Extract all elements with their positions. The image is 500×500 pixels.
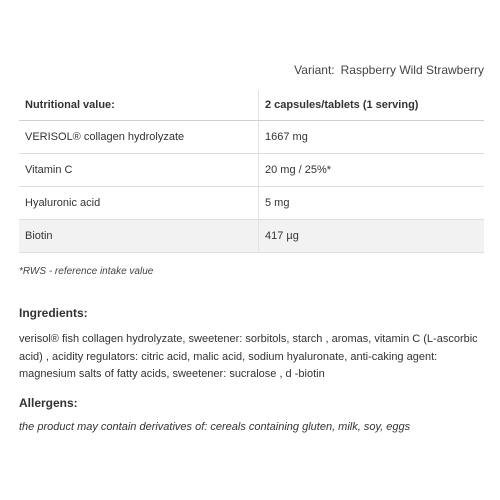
nutrition-table: [19, 90, 484, 253]
table-row: [19, 121, 484, 154]
table-row: [19, 220, 484, 253]
allergens-text: the product may contain derivatives of: cereals containing gluten, milk, soy, eggs: [19, 421, 411, 433]
column-header-serving: 2 capsules/tablets (1 serving): [259, 90, 485, 121]
reference-intake-note: *RWS - reference intake value: [19, 266, 154, 277]
nutrient-name: Biotin: [19, 220, 259, 253]
nutrient-value: 417 µg: [259, 220, 485, 253]
table-row: [19, 154, 484, 187]
ingredients-heading: Ingredients:: [19, 306, 88, 320]
nutrient-name: Hyaluronic acid: [19, 187, 259, 220]
nutrient-value: 20 mg / 25%*: [259, 154, 485, 187]
table-header-row: [19, 90, 484, 121]
variant-label: Variant:: [294, 63, 335, 77]
nutrient-value: 5 mg: [259, 187, 485, 220]
allergens-heading: Allergens:: [19, 396, 78, 410]
variant-info: [294, 63, 484, 77]
ingredients-text: verisol® fish collagen hydrolyzate, sweetener: sorbitols, starch , aromas, vitamin C (L-ascorbic acid) , acidity regulators: citric acid, malic acid, sodium hyaluronate, anti-caking agent: magnesium salts of fatty acids, sweetener: sucralose , d -biotin: [19, 333, 478, 380]
variant-value: Raspberry Wild Strawberry: [340, 63, 484, 77]
table-row: [19, 187, 484, 220]
column-header-nutrient: Nutritional value:: [19, 90, 259, 121]
nutrient-name: VERISOL® collagen hydrolyzate: [19, 121, 259, 154]
nutrient-name: Vitamin C: [19, 154, 259, 187]
nutrient-value: 1667 mg: [259, 121, 485, 154]
